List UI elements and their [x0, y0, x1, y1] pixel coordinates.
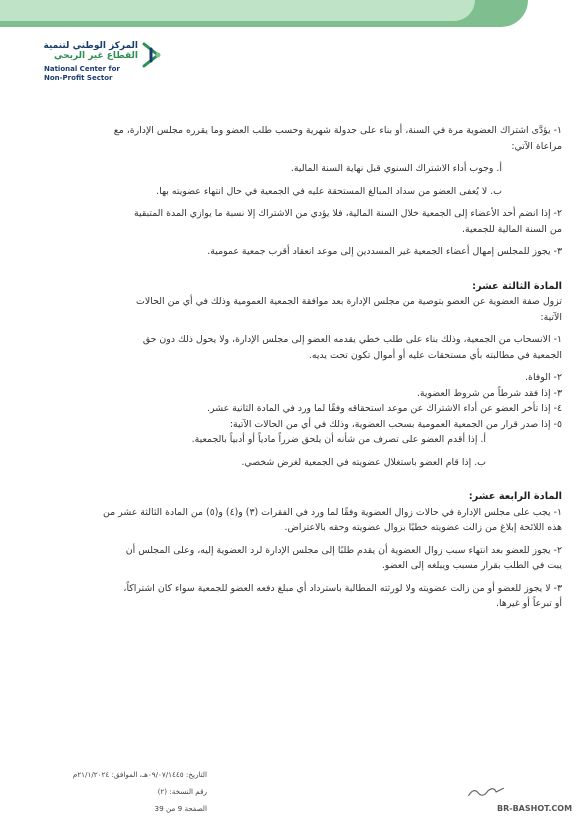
- logo-mark-icon: [140, 40, 162, 70]
- paragraph: ٢- يجوز للعضو بعد انتهاء سبب زوال العضوية أن يقدم طلبًا إلى مجلس الإدارة لرد العضوية إليه، وعلى المجلس أن: [125, 544, 562, 556]
- logo-arabic-line2: القطاع غير الربحي: [54, 51, 138, 61]
- sub-item: ب. لا يُعفى العضو من سداد المبالغ المستحقة عليه في الجمعية في حال انتهاء عضويته بها.: [156, 185, 502, 197]
- paragraph: ٤- إذا تأخر العضو عن أداء الاشتراك عن موعد استحقاقه وفقًا لما ورد في المادة الثانية عشر.: [207, 403, 562, 414]
- sub-item: ب. إذا قام العضو باستغلال عضويته في الجمعية لغرض شخصي.: [241, 456, 486, 468]
- paragraph: ٣- لا يجوز للعضو أو من زالت عضويته ولا لورثته المطالبة باسترداد أي مبلغ دفعه العضو للجمعية سواء كان اشتراكاً،: [123, 582, 562, 594]
- paragraph: من السنة المالية للجمعية.: [461, 223, 562, 235]
- paragraph: ١- يجب على مجلس الإدارة في حالات زوال العضوية وفقًا لما ورد في الفقرات (٣) و(٤) و(٥) من المادة الثالثة عشر من: [103, 506, 562, 518]
- logo-english-line1: National Center for: [44, 65, 120, 73]
- logo-arabic-line1: المركز الوطني لتنمية: [43, 41, 138, 51]
- paragraph: ١- الانسحاب من الجمعية، وذلك بناء على طلب خطي يقدمه العضو إلى مجلس الإدارة، ولا يحول ذلك دون حق: [142, 334, 562, 345]
- footer-version: رقم النسخة: (٢): [157, 787, 207, 796]
- header-decor-band-light: [0, 0, 475, 21]
- footer-page-number: الصفحة 9 من 39: [154, 804, 207, 813]
- paragraph: يبت في الطلب بقرار مسبب ويبلغه إلى العضو.: [381, 560, 562, 571]
- paragraph: تزول صفة العضوية عن العضو بتوصية من مجلس الإدارة بعد موافقة الجمعية العمومية وذلك في أي من الحالات: [136, 296, 562, 307]
- paragraph: مراعاة الآتي:: [511, 140, 562, 152]
- paragraph: ٣- يجوز للمجلس إمهال أعضاء الجمعية غير المسددين إلى موعد انعقاد أقرب جمعية عمومية.: [207, 246, 562, 257]
- signature-mark: [465, 782, 506, 800]
- paragraph: ٥- إذا صدر قرار من الجمعية العمومية بسحب العضوية، وذلك في أي من الحالات الآتية:: [229, 418, 562, 430]
- paragraph: ٣- إذا فقد شرطاً من شروط العضوية.: [416, 387, 562, 399]
- paragraph: أو تبرعاً أو غيرها.: [496, 598, 562, 609]
- footer-date: التاريخ: ٠٩/٠٧/١٤٤٥هـ، الموافق: ٢١/١/٢٠٢٤م: [72, 770, 207, 779]
- paragraph: هذه اللائحة إبلاغ من زالت عضويته خطيًا بزوال عضويته وحقه بالاعتراض.: [284, 522, 562, 533]
- document-body: [14, 123, 562, 612]
- article-heading-13: المادة الثالثة عشر:: [472, 280, 562, 292]
- sub-item: أ. إذا أقدم العضو على تصرف من شأنه أن يلحق ضرراً مادياً أو أدبياً بالجمعية.: [191, 434, 486, 445]
- paragraph: ٢- إذا انضم أحد الأعضاء إلى الجمعية خلال السنة المالية، فلا يؤدي من الاشتراك إلا نسبة ما يوازي المدة المتبقية: [134, 208, 562, 219]
- logo-english-line2: Non-Profit Sector: [44, 74, 113, 82]
- paragraph: ١- يؤدَّى اشتراك العضوية مرة في السنة، أو بناء على جدولة شهرية وحسب طلب العضو وما يقرره مجلس الإدارة، مع: [113, 125, 562, 136]
- page-footer: [47, 766, 207, 817]
- sub-item: أ. وجوب أداء الاشتراك السنوي قبل نهاية السنة المالية.: [290, 163, 502, 174]
- paragraph: الآتية:: [540, 311, 562, 323]
- paragraph: ٢- الوفاة.: [525, 372, 562, 383]
- article-heading-14: المادة الرابعة عشر:: [468, 491, 562, 502]
- ncnp-logo: [40, 38, 162, 86]
- watermark-text: BR-BASHOT.COM: [497, 804, 573, 813]
- paragraph: الجمعية في مطالبته بأي مستحقات عليه أو أموال تكون تحت يديه.: [308, 349, 562, 361]
